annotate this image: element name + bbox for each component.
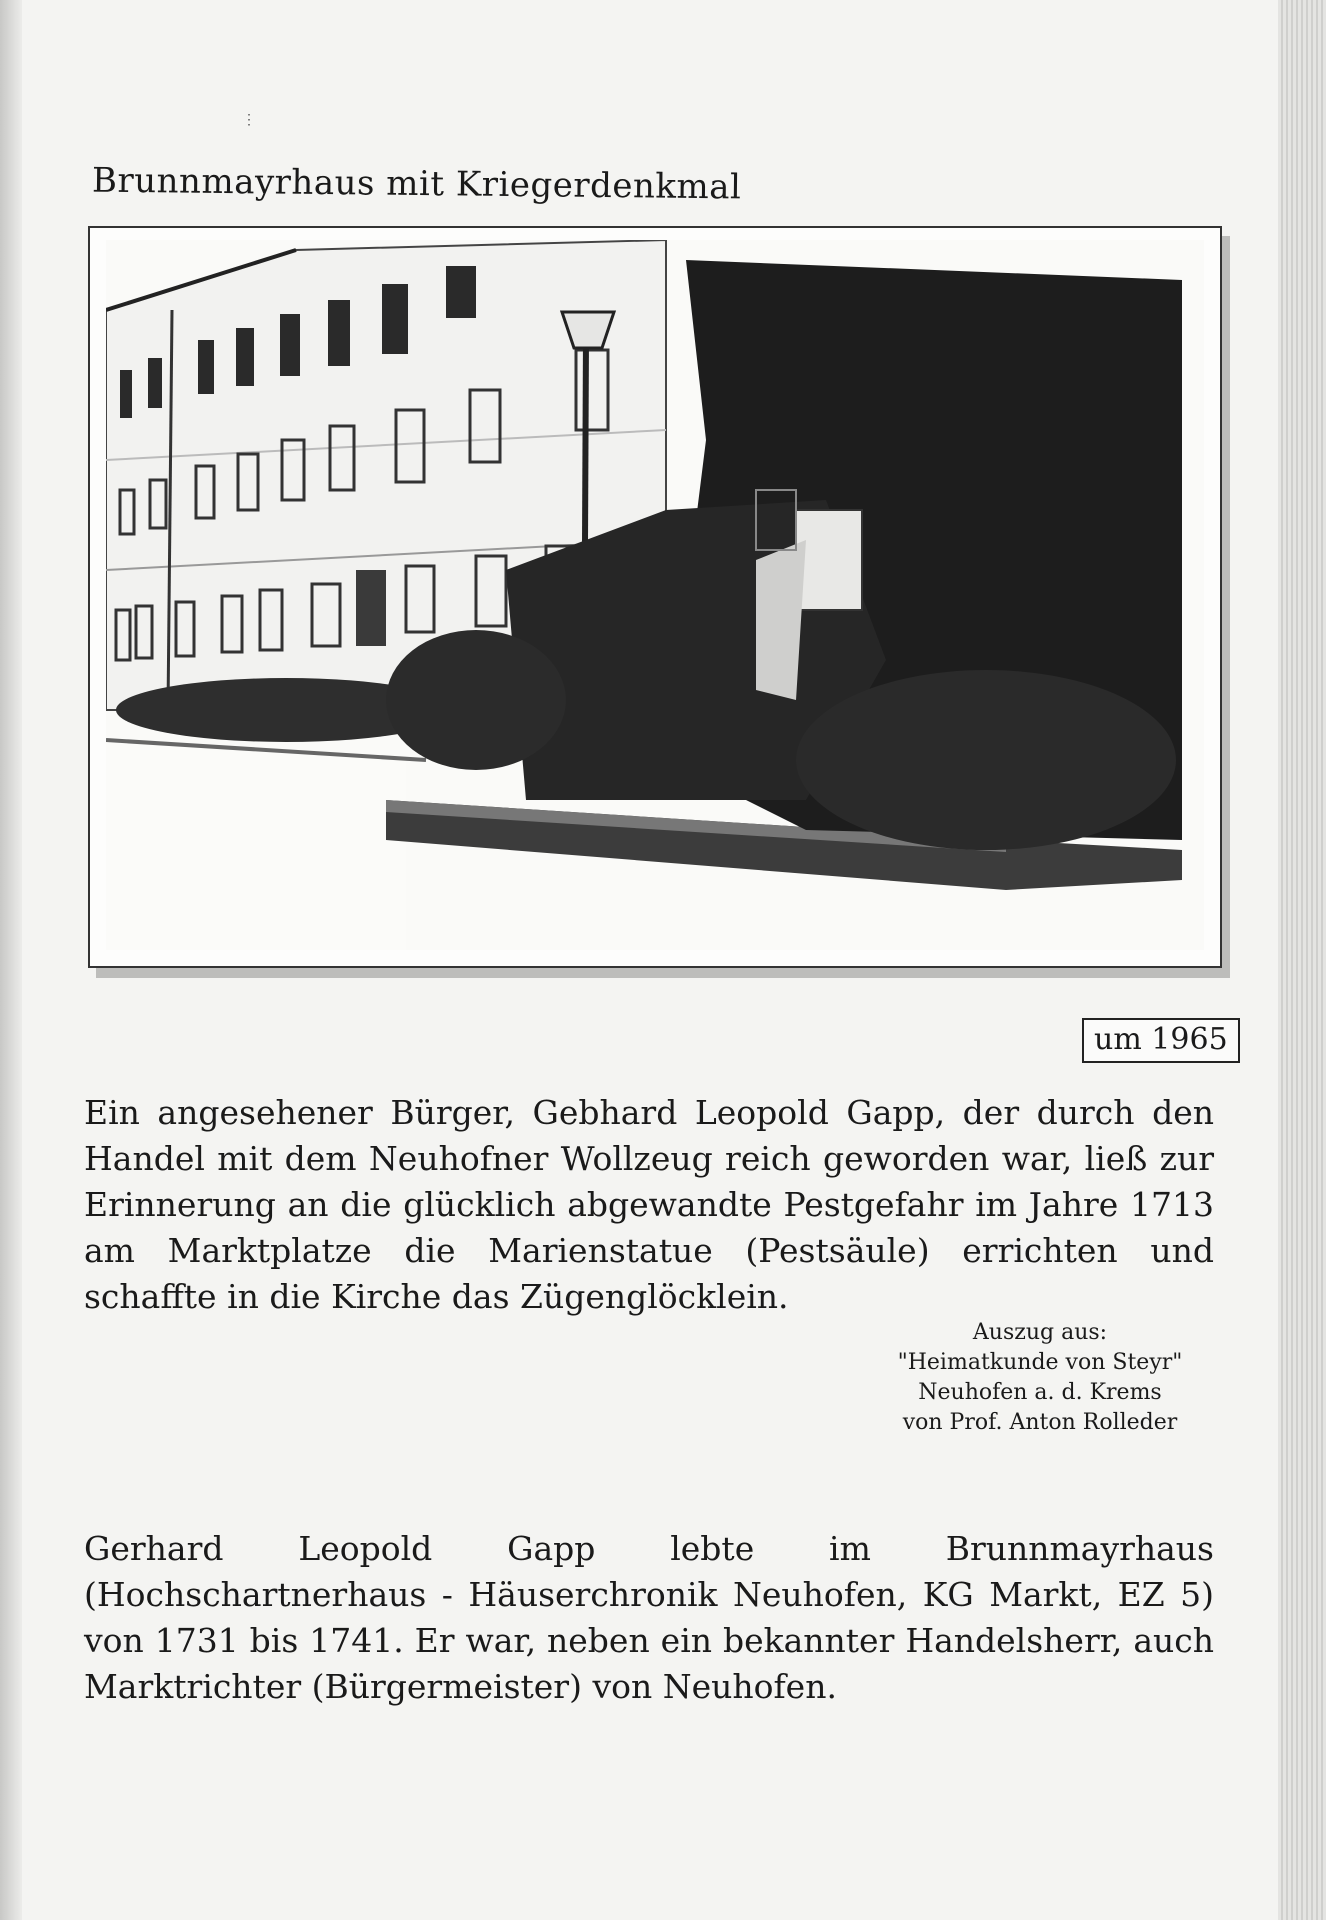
citation-line: Neuhofen a. d. Krems (918, 1380, 1162, 1405)
page-edge-left (0, 0, 22, 1920)
source-citation (870, 1318, 1210, 1438)
citation-line: Auszug aus: (972, 1320, 1108, 1345)
body-paragraph-2: Gerhard Leopold Gapp lebte im Brunnmayrhaus (Hochschartnerhaus - Häuserchronik Neuhofen, KG Markt, EZ 5) von 1731 bis 1741. Er war, neben ein bekannter Handelsherr, auch Marktrichter (Bürgermeister) von Neuhofen. (84, 1529, 1214, 1706)
photo-caption: Brunnmayrhaus mit Kriegerdenkmal (91, 160, 742, 208)
body-paragraph: Ein angesehener Bürger, Gebhard Leopold Gapp, der durch den Handel mit dem Neuhofner Wollzeug reich geworden war, ließ zur Erinnerung an die glücklich abgewandte Pestgefahr im Jahre 1713 am Marktplatze die Marienstatue (Pestsäule) errichten und schaffte in die Kirche das Zügenglöcklein. (84, 1093, 1214, 1316)
citation-line: "Heimatkunde von Steyr" (897, 1350, 1183, 1375)
citation-line: von Prof. Anton Rolleder (902, 1410, 1178, 1435)
stray-mark: ⋮ (242, 112, 256, 128)
page-edge-right (1278, 0, 1326, 1920)
historic-photo-frame (88, 226, 1222, 968)
photo-date-label: um 1965 (1082, 1018, 1240, 1063)
historic-photo (106, 240, 1204, 950)
